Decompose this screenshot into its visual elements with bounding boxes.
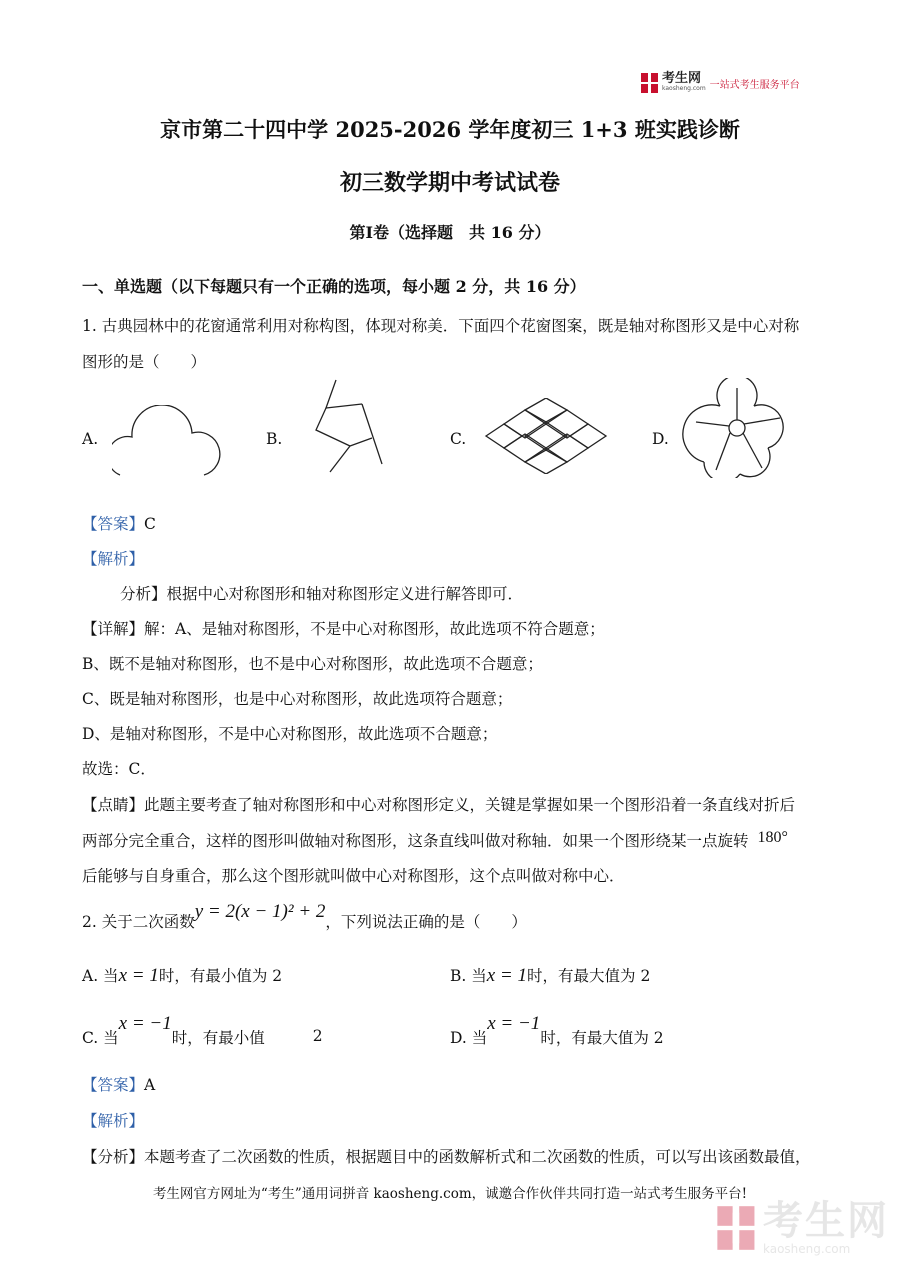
q1-detail-tag: 【详解】: [82, 620, 145, 638]
q1-detail-line4: D、是轴对称图形，不是中心对称图形，故此选项不合题意；: [82, 725, 498, 743]
q2-formula: y = 2(x − 1)² + 2: [194, 901, 326, 922]
q2-stem: [82, 900, 527, 931]
q2-option-c-label: C. 当: [82, 1029, 119, 1047]
q1-option-b-figure: [296, 376, 392, 476]
brand-domain: kaosheng.com: [662, 85, 706, 92]
q1-option-d-label: D.: [652, 430, 669, 448]
q1-comment-tag: 【点睛】: [82, 796, 145, 814]
watermark-logo-icon: [715, 1204, 759, 1252]
section-title: 第Ⅰ卷（选择题 共 16 分）: [349, 223, 551, 242]
q2-option-c: [82, 1012, 323, 1047]
q2-option-a-math: x = 1: [118, 965, 159, 986]
exam-title-line1: 京市第二十四中学 2025-2026 学年度初三 1+3 班实践诊断: [160, 117, 740, 142]
watermark-text: 考生网: [763, 1198, 889, 1244]
q1-comment-line2: [82, 829, 788, 851]
q1-analysis-tag: 【解析】: [82, 550, 145, 568]
q1-detail-line2: B、既不是轴对称图形，也不是中心对称图形，故此选项不合题意；: [82, 655, 543, 673]
part-heading: 一、单选题（以下每题只有一个正确的选项，每小题 2 分，共 16 分）: [82, 277, 586, 296]
q1-analysis-intro: 分析】根据中心对称图形和轴对称图形定义进行解答即可．: [120, 585, 524, 603]
q1-stem-line2: 图形的是（ ）: [82, 353, 207, 371]
brand-logo: [640, 72, 800, 94]
q1-option-c-figure: [484, 398, 608, 474]
kaosheng-logo-icon: [640, 72, 660, 94]
q1-answer-value: C: [144, 515, 156, 533]
q1-option-c-label: C.: [450, 430, 467, 448]
q1-choice: 故选：C．: [82, 760, 156, 778]
q2-answer-value: A: [144, 1076, 156, 1094]
q1-answer-tag: 【答案】: [82, 515, 145, 533]
q2-option-d-text: 时，有最大值为 2: [540, 1029, 664, 1047]
q2-option-b-label: B. 当: [450, 967, 487, 985]
q1-comment-line3: 后能够与自身重合，那么这个图形就叫做中心对称图形，这个点叫做对称中心．: [82, 867, 625, 885]
q1-detail-line1: [82, 617, 605, 639]
q1-comment-line1: [82, 793, 795, 815]
q2-analysis-tag2: 【分析】: [82, 1148, 145, 1166]
q2-analysis-tag: 【解析】: [82, 1112, 145, 1130]
q1-answer: [82, 512, 156, 534]
watermark-sub: kaosheng.com: [763, 1242, 851, 1256]
q2-option-b: [450, 964, 650, 987]
q1-stem-line1: 1. 古典园林中的花窗通常利用对称构图，体现对称美．下面四个花窗图案，既是轴对称图形又是中心对称: [82, 317, 800, 335]
q2-option-c-text: 时，有最小值: [171, 1029, 265, 1047]
watermark: [715, 1200, 889, 1256]
q1-detail-line3: C、既是轴对称图形，也是中心对称图形，故此选项符合题意；: [82, 690, 513, 708]
q1-comment-text1: 此题主要考查了轴对称图形和中心对称图形定义，关键是掌握如果一个图形沿着一条直线对折后: [144, 796, 796, 814]
q2-answer: [82, 1073, 155, 1095]
q2-stem-prefix: 2. 关于二次函数: [82, 913, 195, 931]
brand-slogan: 一站式考生服务平台: [709, 79, 800, 91]
q2-option-c-value: 2: [312, 1027, 323, 1045]
q2-option-b-math: x = 1: [486, 965, 528, 986]
q1-option-a-figure: [112, 405, 222, 477]
q1-detail-text1: 解：A、是轴对称图形，不是中心对称图形，故此选项不符合题意；: [144, 620, 605, 638]
q1-option-a-label: A.: [82, 430, 99, 448]
q2-option-d-label: D. 当: [450, 1029, 488, 1047]
q1-option-d-figure: [682, 378, 792, 478]
q2-option-d-math: x = −1: [487, 1013, 541, 1034]
brand-name: 考生网: [662, 71, 702, 86]
q2-answer-tag: 【答案】: [82, 1076, 145, 1094]
q2-analysis-line: [82, 1145, 811, 1167]
q2-option-a: [82, 964, 282, 987]
q1-comment-angle: 180°: [757, 829, 788, 846]
q2-stem-suffix: ，下列说法正确的是（ ）: [325, 913, 527, 931]
q2-option-b-text: 时，有最大值为 2: [527, 967, 651, 985]
page-footer: 考生网官方网址为“考生”通用词拼音 kaosheng.com，诚邀合作伙伴共同打造一站式考生服务平台!: [152, 1186, 748, 1202]
q2-option-a-text: 时，有最小值为 2: [158, 967, 283, 985]
q1-comment-text2: 两部分完全重合，这样的图形叫做轴对称图形，这条直线叫做对称轴．如果一个图形绕某一点旋转: [82, 832, 749, 850]
q1-option-b-label: B.: [266, 430, 283, 448]
q2-option-d: [450, 1012, 664, 1047]
exam-title-line2: 初三数学期中考试试卷: [339, 170, 560, 196]
q2-option-c-math: x = −1: [118, 1013, 172, 1034]
q2-analysis-text: 本题考查了二次函数的性质，根据题目中的函数解析式和二次函数的性质，可以写出该函数最值，: [144, 1148, 811, 1166]
q2-option-a-label: A. 当: [82, 967, 119, 985]
